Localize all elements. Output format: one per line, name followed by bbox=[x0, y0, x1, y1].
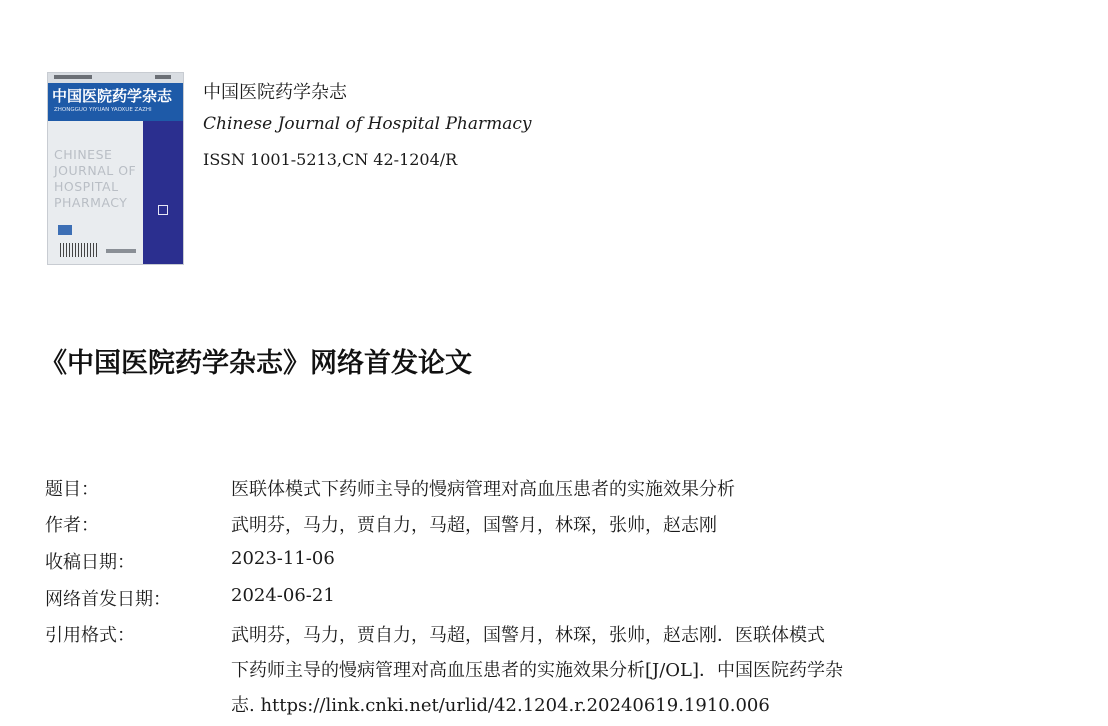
cover-title: 中国医院药学杂志 bbox=[52, 87, 173, 105]
cover-sidebar bbox=[143, 121, 183, 265]
citation-line-1: 武明芬，马力，贾自力，马超，国警月，林琛，张帅，赵志刚．医联体模式 bbox=[231, 625, 825, 646]
page-heading: 《中国医院药学杂志》网络首发论文 bbox=[40, 348, 472, 379]
online-date: 2024-06-21 bbox=[231, 585, 335, 606]
cover-english-title: CHINESE JOURNAL OF HOSPITAL PHARMACY bbox=[54, 147, 137, 210]
online-date-label: 网络首发日期： bbox=[45, 589, 171, 610]
cover-issn-mark bbox=[54, 75, 92, 79]
journal-issn: ISSN 1001-5213,CN 42-1204/R bbox=[203, 150, 458, 169]
cover-emblem-icon bbox=[158, 205, 168, 215]
journal-name-cn: 中国医院药学杂志 bbox=[203, 82, 347, 103]
paper-title: 医联体模式下药师主导的慢病管理对高血压患者的实施效果分析 bbox=[231, 479, 735, 500]
cover-volume-mark bbox=[155, 75, 171, 79]
cover-title-band bbox=[48, 83, 183, 121]
cover-logo-icon bbox=[58, 225, 72, 235]
received-date-label: 收稿日期： bbox=[45, 552, 135, 573]
citation-label: 引用格式： bbox=[45, 625, 135, 646]
journal-cover-image bbox=[47, 72, 184, 265]
received-date: 2023-11-06 bbox=[231, 548, 335, 569]
authors-label: 作者： bbox=[45, 515, 99, 536]
cover-top-strip bbox=[48, 73, 183, 83]
cover-pinyin: ZHONGGUO YIYUAN YAOXUE ZAZHI bbox=[54, 107, 152, 113]
journal-name-en: Chinese Journal of Hospital Pharmacy bbox=[203, 114, 532, 134]
cover-publisher-mark bbox=[106, 249, 136, 253]
citation-line-3: 志. https://link.cnki.net/urlid/42.1204.r.20240619.1910.006 bbox=[231, 695, 770, 716]
title-label: 题目： bbox=[45, 479, 99, 500]
cover-barcode bbox=[60, 243, 98, 257]
citation-line-2: 下药师主导的慢病管理对高血压患者的实施效果分析[J/OL]．中国医院药学杂 bbox=[231, 660, 844, 681]
paper-authors: 武明芬，马力，贾自力，马超，国警月，林琛，张帅，赵志刚 bbox=[231, 515, 717, 536]
